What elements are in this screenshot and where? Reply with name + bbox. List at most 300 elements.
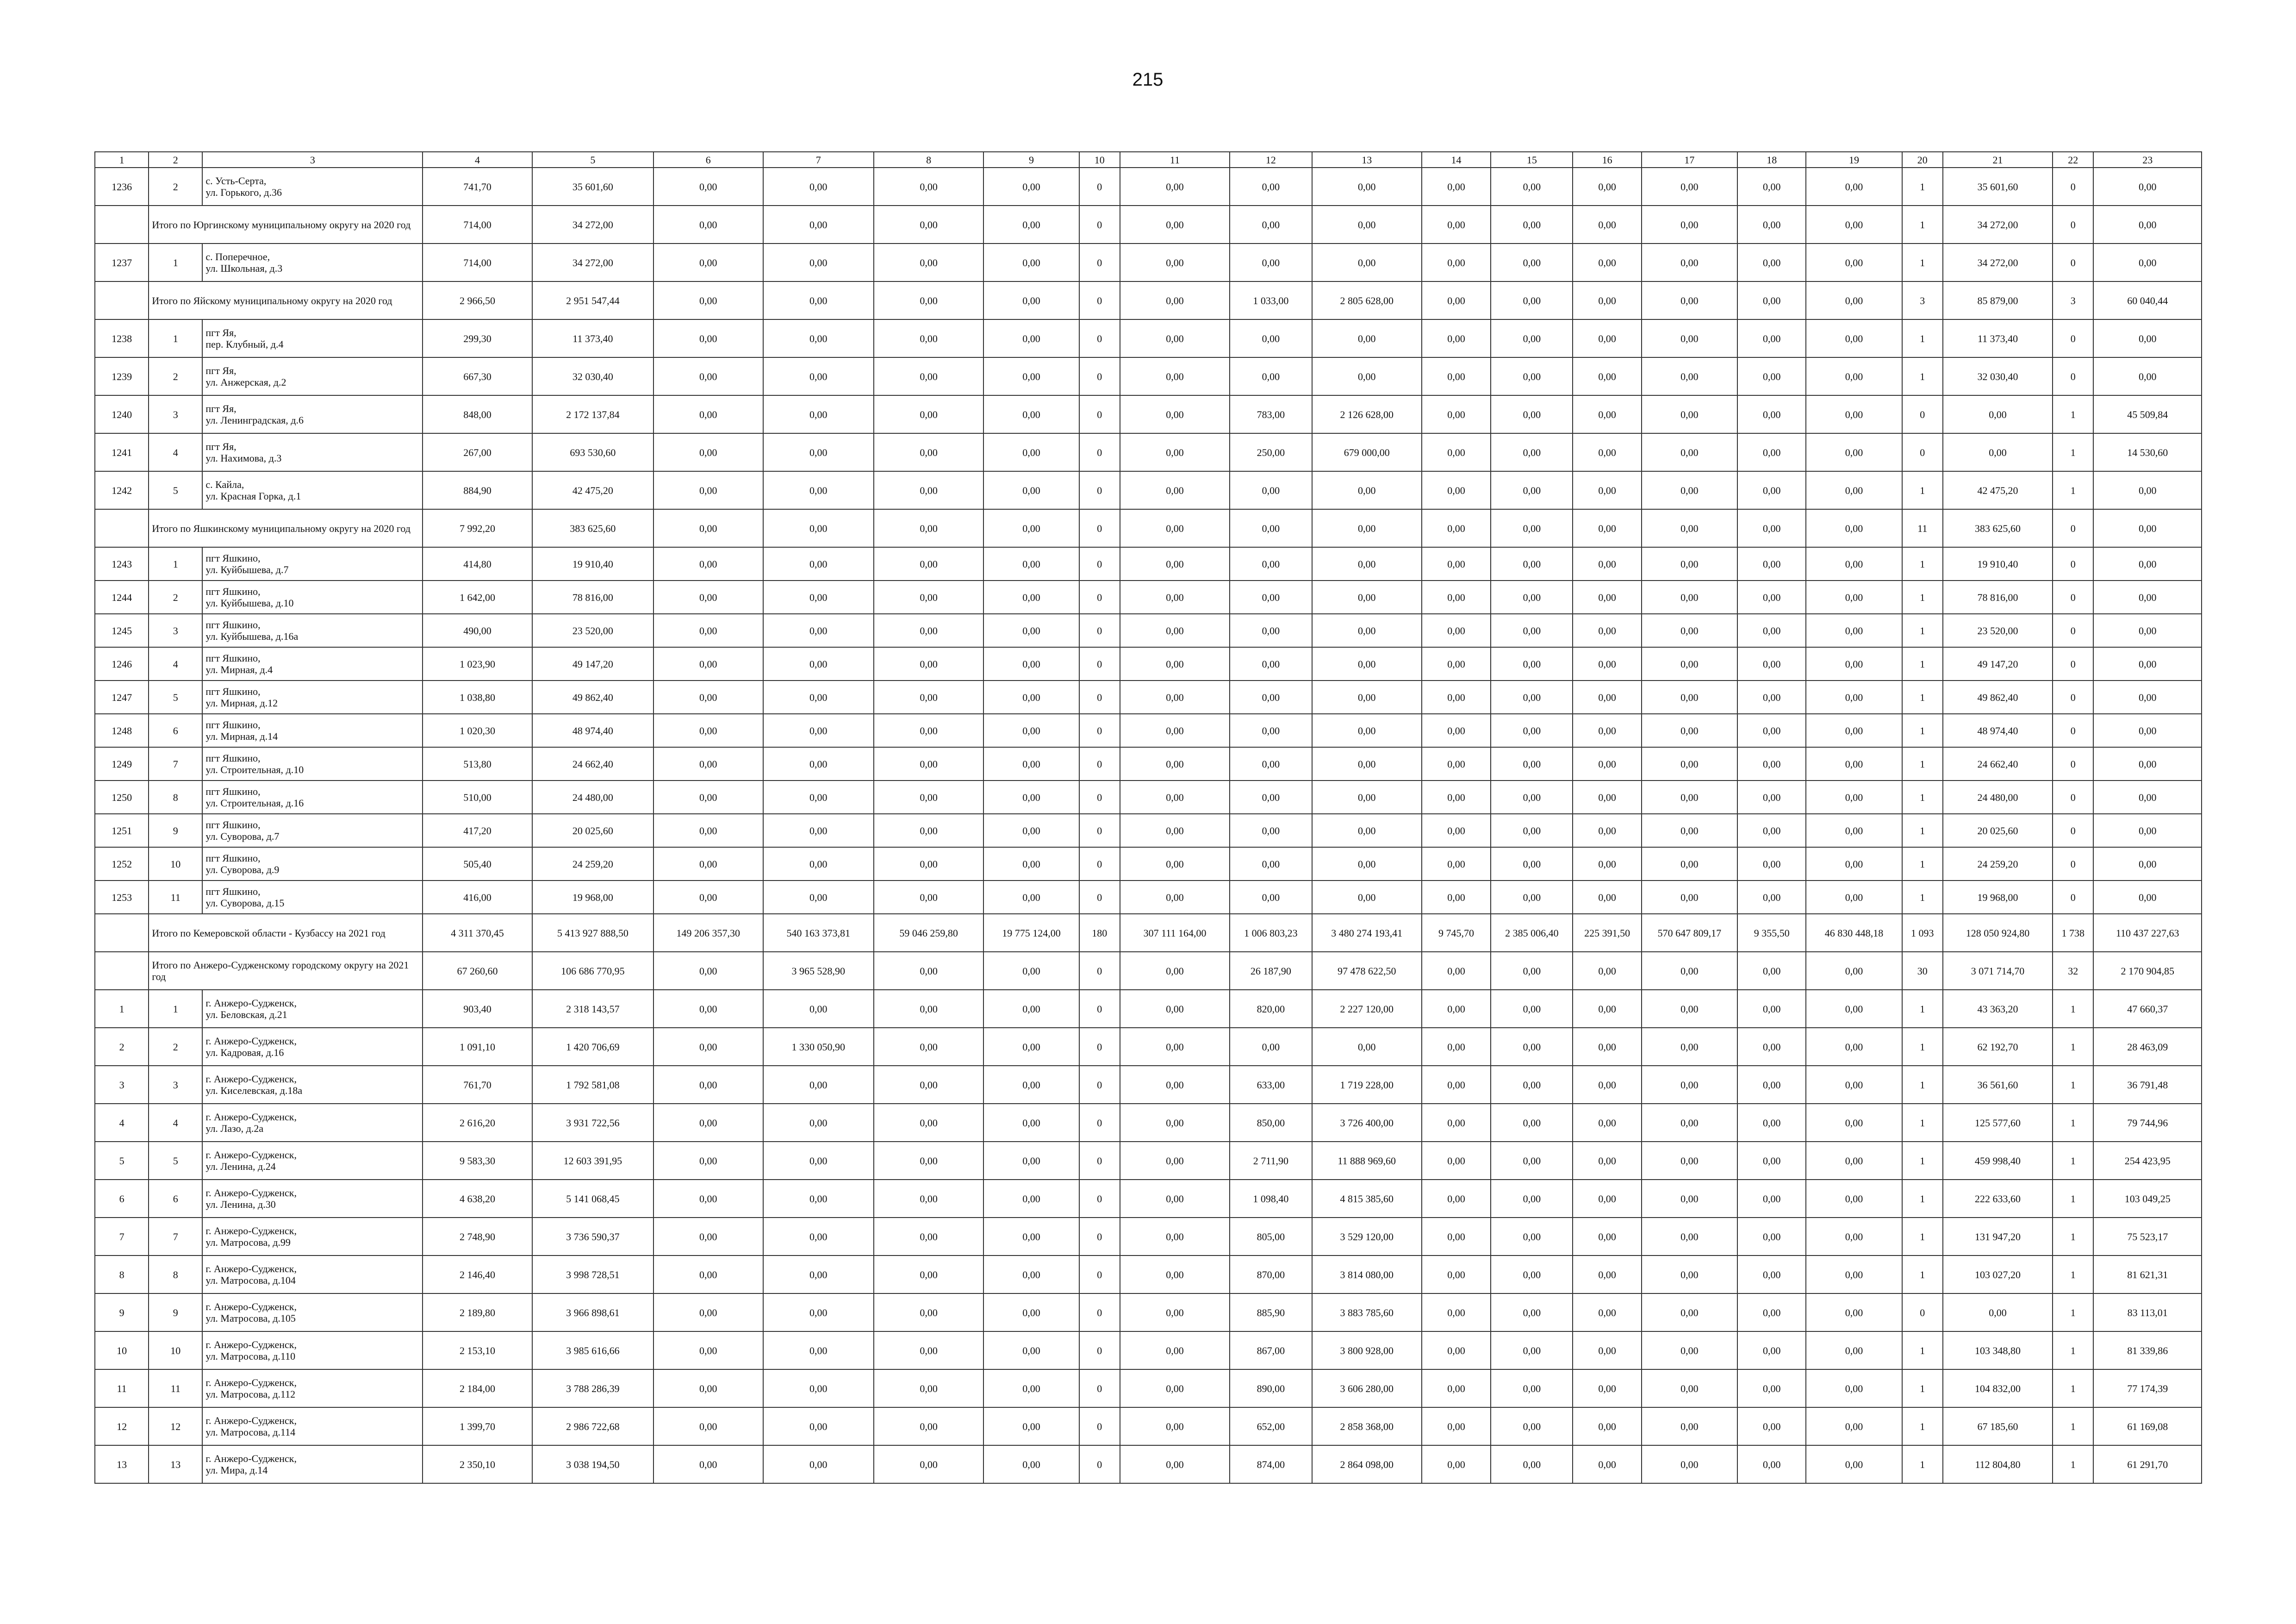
value-cell-col-19: 0,00 (1806, 471, 1902, 509)
address-line: ул. Куйбышева, д.10 (205, 597, 294, 609)
row-number-cell: 1247 (95, 681, 149, 714)
value-cell-col-6: 0,00 (653, 1028, 763, 1066)
value-cell-col-23: 2 170 904,85 (2093, 952, 2202, 990)
value-cell-col-12: 2 711,90 (1230, 1142, 1312, 1180)
value-cell-col-19: 0,00 (1806, 881, 1902, 914)
total-label: Итого по Яшкинскому муниципальному округу на 2020 год (149, 509, 423, 547)
value-cell-col-11: 0,00 (1120, 714, 1230, 747)
value-cell-col-14: 0,00 (1422, 614, 1491, 647)
address-line: г. Анжеро-Судженск, (205, 1301, 297, 1312)
value-cell-col-5: 1 792 581,08 (532, 1066, 653, 1104)
value-cell-col-5: 3 788 286,39 (532, 1369, 653, 1407)
value-cell-col-10: 0 (1079, 1104, 1120, 1142)
value-cell-col-23: 83 113,01 (2093, 1293, 2202, 1331)
value-cell-col-17: 0,00 (1642, 814, 1737, 847)
value-cell-col-14: 0,00 (1422, 1218, 1491, 1255)
address-line: ул. Матросова, д.114 (205, 1426, 296, 1438)
value-cell-col-13: 2 864 098,00 (1312, 1445, 1422, 1483)
column-number-8: 8 (874, 152, 983, 168)
value-cell-col-18: 0,00 (1737, 681, 1806, 714)
value-cell-col-16: 0,00 (1573, 990, 1641, 1028)
value-cell-col-17: 0,00 (1642, 714, 1737, 747)
address-line: г. Анжеро-Судженск, (205, 1225, 297, 1237)
value-cell-col-4: 741,70 (423, 168, 532, 206)
value-cell-col-14: 0,00 (1422, 244, 1491, 281)
value-cell-col-12: 0,00 (1230, 881, 1312, 914)
local-number-cell: 1 (149, 547, 202, 581)
value-cell-col-4: 2 189,80 (423, 1293, 532, 1331)
value-cell-col-23: 103 049,25 (2093, 1180, 2202, 1218)
value-cell-col-12: 0,00 (1230, 206, 1312, 244)
value-cell-col-20: 1 (1902, 319, 1943, 357)
value-cell-col-12: 1 006 803,23 (1230, 914, 1312, 952)
value-cell-col-9: 0,00 (983, 1104, 1079, 1142)
address-line: пгт Яшкино, (205, 719, 261, 731)
value-cell-col-17: 0,00 (1642, 781, 1737, 814)
value-cell-col-23: 0,00 (2093, 614, 2202, 647)
value-cell-col-10: 0 (1079, 1028, 1120, 1066)
row-number-cell: 1 (95, 990, 149, 1028)
value-cell-col-9: 0,00 (983, 357, 1079, 395)
value-cell-col-7: 0,00 (763, 990, 874, 1028)
table-row (95, 1255, 2202, 1293)
address-cell (202, 681, 423, 714)
row-number-cell: 1240 (95, 395, 149, 433)
value-cell-col-7: 0,00 (763, 319, 874, 357)
value-cell-col-7: 0,00 (763, 395, 874, 433)
value-cell-col-5: 24 259,20 (532, 847, 653, 881)
value-cell-col-22: 0 (2053, 647, 2093, 681)
value-cell-col-6: 0,00 (653, 1369, 763, 1407)
value-cell-col-6: 149 206 357,30 (653, 914, 763, 952)
value-cell-col-10: 0 (1079, 357, 1120, 395)
value-cell-col-19: 0,00 (1806, 547, 1902, 581)
value-cell-col-20: 30 (1902, 952, 1943, 990)
value-cell-col-6: 0,00 (653, 1445, 763, 1483)
value-cell-col-10: 0 (1079, 206, 1120, 244)
row-number-cell: 1241 (95, 433, 149, 471)
value-cell-col-17: 0,00 (1642, 1293, 1737, 1331)
value-cell-col-4: 714,00 (423, 244, 532, 281)
value-cell-col-22: 0 (2053, 714, 2093, 747)
value-cell-col-18: 0,00 (1737, 206, 1806, 244)
value-cell-col-11: 0,00 (1120, 206, 1230, 244)
value-cell-col-13: 3 726 400,00 (1312, 1104, 1422, 1142)
value-cell-col-16: 0,00 (1573, 1293, 1641, 1331)
value-cell-col-10: 0 (1079, 881, 1120, 914)
value-cell-col-23: 0,00 (2093, 747, 2202, 781)
value-cell-col-7: 0,00 (763, 547, 874, 581)
value-cell-col-15: 0,00 (1491, 881, 1573, 914)
address-line: ул. Кадровая, д.16 (205, 1047, 284, 1058)
value-cell-col-19: 0,00 (1806, 168, 1902, 206)
value-cell-col-5: 2 951 547,44 (532, 281, 653, 319)
value-cell-col-21: 78 816,00 (1943, 581, 2053, 614)
value-cell-col-22: 0 (2053, 747, 2093, 781)
value-cell-col-11: 0,00 (1120, 614, 1230, 647)
value-cell-col-20: 1 (1902, 1066, 1943, 1104)
address-line: с. Усть-Серта, (205, 175, 267, 187)
value-cell-col-12: 0,00 (1230, 357, 1312, 395)
value-cell-col-15: 0,00 (1491, 1142, 1573, 1180)
value-cell-col-12: 0,00 (1230, 471, 1312, 509)
value-cell-col-19: 0,00 (1806, 681, 1902, 714)
local-number-cell: 8 (149, 781, 202, 814)
value-cell-col-8: 0,00 (874, 614, 983, 647)
value-cell-col-17: 0,00 (1642, 244, 1737, 281)
value-cell-col-5: 383 625,60 (532, 509, 653, 547)
value-cell-col-13: 0,00 (1312, 714, 1422, 747)
value-cell-col-14: 9 745,70 (1422, 914, 1491, 952)
value-cell-col-17: 0,00 (1642, 1445, 1737, 1483)
value-cell-col-11: 0,00 (1120, 647, 1230, 681)
value-cell-col-13: 2 126 628,00 (1312, 395, 1422, 433)
value-cell-col-9: 0,00 (983, 747, 1079, 781)
value-cell-col-22: 32 (2053, 952, 2093, 990)
value-cell-col-8: 0,00 (874, 244, 983, 281)
value-cell-col-10: 0 (1079, 1255, 1120, 1293)
value-cell-col-9: 0,00 (983, 509, 1079, 547)
value-cell-col-9: 0,00 (983, 395, 1079, 433)
local-number-cell: 4 (149, 1104, 202, 1142)
value-cell-col-5: 20 025,60 (532, 814, 653, 847)
address-line: г. Анжеро-Судженск, (205, 1377, 297, 1388)
address-cell (202, 319, 423, 357)
value-cell-col-16: 0,00 (1573, 747, 1641, 781)
value-cell-col-4: 299,30 (423, 319, 532, 357)
value-cell-col-5: 2 172 137,84 (532, 395, 653, 433)
local-number-cell: 4 (149, 647, 202, 681)
value-cell-col-8: 0,00 (874, 395, 983, 433)
value-cell-col-18: 0,00 (1737, 1066, 1806, 1104)
value-cell-col-13: 0,00 (1312, 547, 1422, 581)
value-cell-col-16: 0,00 (1573, 206, 1641, 244)
value-cell-col-10: 0 (1079, 1331, 1120, 1369)
table-row (95, 681, 2202, 714)
value-cell-col-22: 3 (2053, 281, 2093, 319)
value-cell-col-4: 2 350,10 (423, 1445, 532, 1483)
value-cell-col-7: 0,00 (763, 1104, 874, 1142)
value-cell-col-22: 1 738 (2053, 914, 2093, 952)
value-cell-col-16: 0,00 (1573, 952, 1641, 990)
value-cell-col-7: 0,00 (763, 814, 874, 847)
value-cell-col-10: 0 (1079, 471, 1120, 509)
total-row (95, 206, 2202, 244)
value-cell-col-14: 0,00 (1422, 168, 1491, 206)
row-number-cell: 1242 (95, 471, 149, 509)
address-line: пер. Клубный, д.4 (205, 338, 284, 350)
value-cell-col-4: 903,40 (423, 990, 532, 1028)
local-number-cell: 1 (149, 319, 202, 357)
value-cell-col-9: 0,00 (983, 1028, 1079, 1066)
column-number-6: 6 (653, 152, 763, 168)
value-cell-col-8: 0,00 (874, 1142, 983, 1180)
value-cell-col-7: 0,00 (763, 471, 874, 509)
value-cell-col-4: 414,80 (423, 547, 532, 581)
address-line: ул. Матросова, д.104 (205, 1274, 296, 1286)
value-cell-col-17: 0,00 (1642, 547, 1737, 581)
value-cell-col-16: 0,00 (1573, 281, 1641, 319)
value-cell-col-15: 0,00 (1491, 681, 1573, 714)
value-cell-col-15: 0,00 (1491, 747, 1573, 781)
value-cell-col-11: 0,00 (1120, 881, 1230, 914)
row-number-cell: 8 (95, 1255, 149, 1293)
value-cell-col-5: 23 520,00 (532, 614, 653, 647)
value-cell-col-21: 32 030,40 (1943, 357, 2053, 395)
value-cell-col-12: 26 187,90 (1230, 952, 1312, 990)
value-cell-col-9: 0,00 (983, 990, 1079, 1028)
row-number-cell: 2 (95, 1028, 149, 1066)
value-cell-col-9: 0,00 (983, 614, 1079, 647)
row-number-cell (95, 952, 149, 990)
row-number-cell: 9 (95, 1293, 149, 1331)
value-cell-col-12: 890,00 (1230, 1369, 1312, 1407)
value-cell-col-12: 633,00 (1230, 1066, 1312, 1104)
value-cell-col-10: 0 (1079, 547, 1120, 581)
value-cell-col-13: 0,00 (1312, 781, 1422, 814)
column-number-16: 16 (1573, 152, 1641, 168)
value-cell-col-23: 28 463,09 (2093, 1028, 2202, 1066)
local-number-cell: 2 (149, 357, 202, 395)
value-cell-col-15: 0,00 (1491, 614, 1573, 647)
value-cell-col-6: 0,00 (653, 647, 763, 681)
value-cell-col-19: 0,00 (1806, 1293, 1902, 1331)
address-cell (202, 471, 423, 509)
value-cell-col-18: 9 355,50 (1737, 914, 1806, 952)
table-row (95, 814, 2202, 847)
value-cell-col-4: 1 023,90 (423, 647, 532, 681)
value-cell-col-17: 0,00 (1642, 952, 1737, 990)
value-cell-col-4: 667,30 (423, 357, 532, 395)
value-cell-col-13: 0,00 (1312, 471, 1422, 509)
value-cell-col-10: 0 (1079, 1369, 1120, 1407)
address-line: ул. Матросова, д.110 (205, 1350, 296, 1362)
value-cell-col-23: 0,00 (2093, 168, 2202, 206)
value-cell-col-14: 0,00 (1422, 509, 1491, 547)
value-cell-col-16: 0,00 (1573, 547, 1641, 581)
value-cell-col-22: 1 (2053, 395, 2093, 433)
value-cell-col-15: 0,00 (1491, 1369, 1573, 1407)
value-cell-col-6: 0,00 (653, 881, 763, 914)
address-line: пгт Яя, (205, 365, 236, 376)
value-cell-col-11: 0,00 (1120, 509, 1230, 547)
value-cell-col-6: 0,00 (653, 509, 763, 547)
value-cell-col-19: 0,00 (1806, 1028, 1902, 1066)
value-cell-col-13: 3 529 120,00 (1312, 1218, 1422, 1255)
value-cell-col-18: 0,00 (1737, 747, 1806, 781)
value-cell-col-8: 0,00 (874, 952, 983, 990)
value-cell-col-15: 0,00 (1491, 1331, 1573, 1369)
value-cell-col-9: 0,00 (983, 1142, 1079, 1180)
table-row (95, 1180, 2202, 1218)
value-cell-col-9: 0,00 (983, 1293, 1079, 1331)
value-cell-col-20: 1 (1902, 781, 1943, 814)
value-cell-col-8: 0,00 (874, 814, 983, 847)
value-cell-col-19: 0,00 (1806, 1255, 1902, 1293)
local-number-cell: 4 (149, 433, 202, 471)
value-cell-col-4: 848,00 (423, 395, 532, 433)
value-cell-col-6: 0,00 (653, 681, 763, 714)
value-cell-col-12: 867,00 (1230, 1331, 1312, 1369)
value-cell-col-15: 0,00 (1491, 1066, 1573, 1104)
row-number-cell: 1246 (95, 647, 149, 681)
row-number-cell: 1243 (95, 547, 149, 581)
column-number-12: 12 (1230, 152, 1312, 168)
value-cell-col-8: 0,00 (874, 1104, 983, 1142)
value-cell-col-10: 0 (1079, 1445, 1120, 1483)
value-cell-col-16: 0,00 (1573, 471, 1641, 509)
table-row (95, 781, 2202, 814)
value-cell-col-21: 67 185,60 (1943, 1407, 2053, 1445)
value-cell-col-22: 1 (2053, 1407, 2093, 1445)
value-cell-col-13: 679 000,00 (1312, 433, 1422, 471)
address-line: ул. Киселевская, д.18а (205, 1085, 303, 1096)
value-cell-col-20: 1 (1902, 1445, 1943, 1483)
value-cell-col-12: 783,00 (1230, 395, 1312, 433)
value-cell-col-23: 0,00 (2093, 206, 2202, 244)
value-cell-col-21: 103 027,20 (1943, 1255, 2053, 1293)
value-cell-col-19: 0,00 (1806, 1066, 1902, 1104)
value-cell-col-10: 0 (1079, 1218, 1120, 1255)
value-cell-col-15: 0,00 (1491, 781, 1573, 814)
value-cell-col-6: 0,00 (653, 614, 763, 647)
value-cell-col-11: 0,00 (1120, 847, 1230, 881)
value-cell-col-17: 0,00 (1642, 281, 1737, 319)
value-cell-col-16: 0,00 (1573, 1104, 1641, 1142)
table-row (95, 168, 2202, 206)
value-cell-col-8: 0,00 (874, 206, 983, 244)
value-cell-col-21: 125 577,60 (1943, 1104, 2053, 1142)
value-cell-col-16: 0,00 (1573, 1255, 1641, 1293)
value-cell-col-7: 0,00 (763, 281, 874, 319)
value-cell-col-7: 0,00 (763, 1255, 874, 1293)
value-cell-col-5: 1 420 706,69 (532, 1028, 653, 1066)
value-cell-col-23: 0,00 (2093, 357, 2202, 395)
value-cell-col-4: 714,00 (423, 206, 532, 244)
value-cell-col-5: 3 985 616,66 (532, 1331, 653, 1369)
value-cell-col-6: 0,00 (653, 244, 763, 281)
value-cell-col-15: 0,00 (1491, 1407, 1573, 1445)
value-cell-col-16: 0,00 (1573, 1142, 1641, 1180)
value-cell-col-19: 0,00 (1806, 847, 1902, 881)
address-line: г. Анжеро-Судженск, (205, 1073, 297, 1085)
value-cell-col-9: 0,00 (983, 681, 1079, 714)
value-cell-col-7: 0,00 (763, 881, 874, 914)
value-cell-col-20: 1 (1902, 168, 1943, 206)
value-cell-col-5: 3 966 898,61 (532, 1293, 653, 1331)
column-number-5: 5 (532, 152, 653, 168)
value-cell-col-15: 0,00 (1491, 1255, 1573, 1293)
value-cell-col-21: 24 662,40 (1943, 747, 2053, 781)
value-cell-col-12: 0,00 (1230, 614, 1312, 647)
value-cell-col-21: 23 520,00 (1943, 614, 2053, 647)
value-cell-col-11: 0,00 (1120, 547, 1230, 581)
value-cell-col-8: 0,00 (874, 509, 983, 547)
value-cell-col-14: 0,00 (1422, 1407, 1491, 1445)
value-cell-col-23: 0,00 (2093, 581, 2202, 614)
value-cell-col-4: 513,80 (423, 747, 532, 781)
value-cell-col-19: 0,00 (1806, 395, 1902, 433)
address-cell (202, 881, 423, 914)
address-line: пгт Яя, (205, 441, 236, 452)
address-line: ул. Строительная, д.16 (205, 797, 304, 809)
row-number-cell: 1253 (95, 881, 149, 914)
value-cell-col-22: 0 (2053, 509, 2093, 547)
value-cell-col-5: 19 968,00 (532, 881, 653, 914)
value-cell-col-22: 1 (2053, 1104, 2093, 1142)
value-cell-col-11: 0,00 (1120, 747, 1230, 781)
value-cell-col-11: 307 111 164,00 (1120, 914, 1230, 952)
value-cell-col-4: 1 399,70 (423, 1407, 532, 1445)
row-number-cell (95, 206, 149, 244)
value-cell-col-23: 79 744,96 (2093, 1104, 2202, 1142)
local-number-cell: 6 (149, 1180, 202, 1218)
value-cell-col-13: 0,00 (1312, 881, 1422, 914)
local-number-cell: 3 (149, 395, 202, 433)
value-cell-col-5: 11 373,40 (532, 319, 653, 357)
value-cell-col-17: 0,00 (1642, 357, 1737, 395)
value-cell-col-12: 0,00 (1230, 681, 1312, 714)
address-cell (202, 1369, 423, 1407)
value-cell-col-6: 0,00 (653, 1407, 763, 1445)
column-number-13: 13 (1312, 152, 1422, 168)
value-cell-col-16: 0,00 (1573, 781, 1641, 814)
value-cell-col-17: 0,00 (1642, 1255, 1737, 1293)
value-cell-col-18: 0,00 (1737, 847, 1806, 881)
value-cell-col-14: 0,00 (1422, 1331, 1491, 1369)
value-cell-col-14: 0,00 (1422, 1255, 1491, 1293)
address-line: ул. Красная Горка, д.1 (205, 490, 301, 502)
value-cell-col-11: 0,00 (1120, 1293, 1230, 1331)
column-number-9: 9 (983, 152, 1079, 168)
row-number-cell: 1250 (95, 781, 149, 814)
value-cell-col-4: 884,90 (423, 471, 532, 509)
value-cell-col-6: 0,00 (653, 814, 763, 847)
value-cell-col-12: 0,00 (1230, 547, 1312, 581)
value-cell-col-14: 0,00 (1422, 990, 1491, 1028)
value-cell-col-13: 1 719 228,00 (1312, 1066, 1422, 1104)
value-cell-col-18: 0,00 (1737, 952, 1806, 990)
value-cell-col-10: 0 (1079, 319, 1120, 357)
value-cell-col-19: 0,00 (1806, 319, 1902, 357)
value-cell-col-7: 0,00 (763, 781, 874, 814)
value-cell-col-19: 0,00 (1806, 1218, 1902, 1255)
value-cell-col-13: 0,00 (1312, 509, 1422, 547)
value-cell-col-12: 0,00 (1230, 647, 1312, 681)
local-number-cell: 1 (149, 244, 202, 281)
value-cell-col-7: 0,00 (763, 681, 874, 714)
value-cell-col-15: 0,00 (1491, 433, 1573, 471)
value-cell-col-14: 0,00 (1422, 357, 1491, 395)
value-cell-col-7: 0,00 (763, 1293, 874, 1331)
value-cell-col-7: 0,00 (763, 1142, 874, 1180)
value-cell-col-17: 0,00 (1642, 1028, 1737, 1066)
value-cell-col-11: 0,00 (1120, 1028, 1230, 1066)
value-cell-col-14: 0,00 (1422, 581, 1491, 614)
value-cell-col-17: 0,00 (1642, 433, 1737, 471)
table-row (95, 714, 2202, 747)
value-cell-col-17: 0,00 (1642, 1218, 1737, 1255)
local-number-cell: 3 (149, 614, 202, 647)
address-cell (202, 990, 423, 1028)
value-cell-col-9: 0,00 (983, 881, 1079, 914)
column-number-19: 19 (1806, 152, 1902, 168)
value-cell-col-10: 0 (1079, 647, 1120, 681)
value-cell-col-21: 3 071 714,70 (1943, 952, 2053, 990)
value-cell-col-6: 0,00 (653, 471, 763, 509)
address-line: пгт Яшкино, (205, 619, 261, 631)
value-cell-col-15: 0,00 (1491, 847, 1573, 881)
